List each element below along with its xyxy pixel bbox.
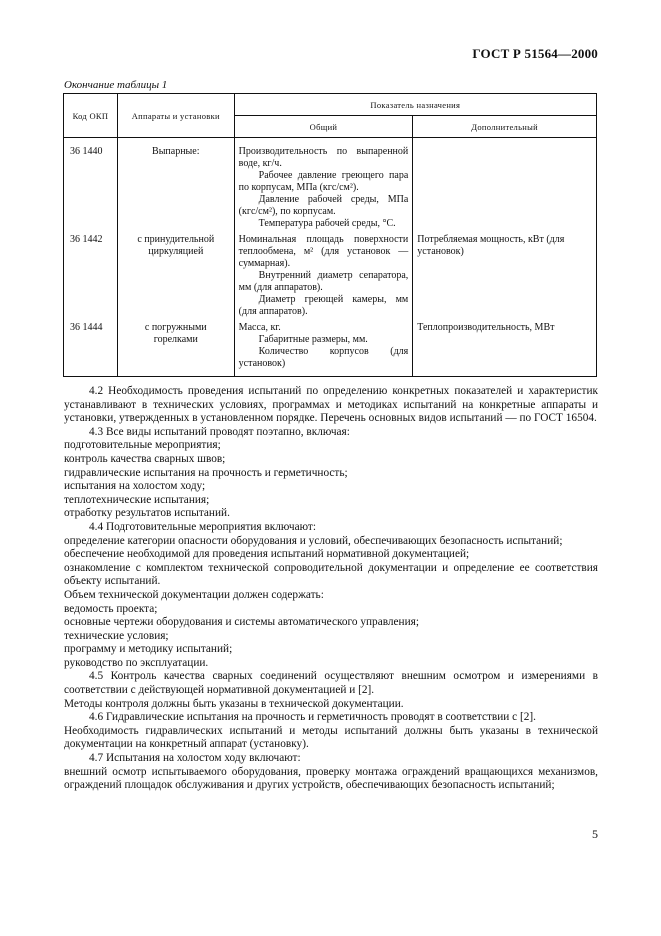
- paragraph: испытания на холостом ходу;: [64, 480, 206, 493]
- header-general: Общий: [234, 116, 413, 138]
- cell-general: [234, 318, 413, 377]
- general-line: Рабочее давление греющего пара по корпусам, МПа (кгс/см²).: [238, 170, 409, 193]
- paragraph: 4.6 Гидравлические испытания на прочность и герметичность проводят в соответствии с [2].: [89, 711, 536, 724]
- paragraph: программу и методику испытаний;: [64, 643, 233, 656]
- paragraph: определение категории опасности оборудования и условий, обеспечивающих безопасность испытаний;: [64, 534, 563, 547]
- header-indicator: Показатель назначения: [234, 94, 596, 116]
- general-line: Номинальная площадь поверхности теплообмена, м² (для установок — суммарная).: [238, 234, 409, 269]
- general-line: Температура рабочей среды, °С.: [258, 218, 396, 229]
- paragraph: Необходимость гидравлических испытаний и методы испытаний должны быть указаны в технической документации на конкретный аппарат (установку).: [64, 724, 598, 751]
- paragraph: руководство по эксплуатации.: [64, 656, 209, 669]
- cell-device: Выпарные:: [117, 138, 234, 231]
- table-caption: Окончание таблицы 1: [64, 79, 168, 91]
- general-line: Внутренний диаметр сепаратора, мм (для аппаратов).: [238, 270, 409, 293]
- cell-device: с погружными горелками: [117, 318, 234, 377]
- paragraph: 4.3 Все виды испытаний проводят поэтапно, включая:: [89, 425, 350, 438]
- cell-device: с принудительной циркуляцией: [117, 230, 234, 318]
- page-number: 5: [592, 827, 598, 841]
- cell-general: [234, 138, 413, 231]
- general-line: Количество корпусов (для установок): [238, 346, 409, 369]
- paragraph: подготовительные мероприятия;: [64, 439, 221, 452]
- paragraph: контроль качества сварных швов;: [64, 452, 226, 465]
- cell-additional: Потребляемая мощность, кВт (для установок): [413, 230, 597, 318]
- paragraph: теплотехнические испытания;: [64, 493, 210, 506]
- paragraph: ознакомление с комплектом технической сопроводительной документации и определение ее соответствия объекту испытаний.: [64, 561, 598, 588]
- header-code: Код ОКП: [64, 94, 118, 138]
- cell-general: [234, 230, 413, 318]
- general-line: Диаметр греющей камеры, мм (для аппаратов).: [238, 294, 409, 317]
- table-row: [64, 318, 597, 377]
- cell-code: 36 1440: [64, 138, 118, 231]
- paragraph: Методы контроля должны быть указаны в технической документации.: [64, 697, 404, 710]
- cell-additional: [413, 138, 597, 231]
- paragraph: 4.5 Контроль качества сварных соединений осуществляют внешним осмотром и измерениями в соответствии с действующей нормативной документацией и [2].: [64, 670, 598, 697]
- paragraph: 4.7 Испытания на холостом ходу включают:: [89, 752, 301, 765]
- table-row: [64, 230, 597, 318]
- cell-additional: Теплопроизводительность, МВт: [413, 318, 597, 377]
- specification-table: [63, 93, 597, 377]
- header-devices: Аппараты и установки: [117, 94, 234, 138]
- document-code: ГОСТ Р 51564—2000: [472, 46, 598, 61]
- paragraph: гидравлические испытания на прочность и герметичность;: [64, 466, 348, 479]
- general-line: Производительность по выпаренной воде, кг/ч.: [238, 146, 409, 169]
- paragraph: Объем технической документации должен содержать:: [64, 588, 324, 601]
- paragraph: 4.4 Подготовительные мероприятия включают:: [89, 520, 316, 533]
- header-additional: Дополнительный: [413, 116, 597, 138]
- body-text: [64, 385, 598, 793]
- table-row: [64, 138, 597, 231]
- paragraph: 4.2 Необходимость проведения испытаний по определению конкретных показателей и характеристик устанавливают в технических условиях, программах и методиках испытаний на конкретные аппараты и установки, утвержденных в установленном порядке. Перечень основных видов испытаний — по ГОСТ 16504.: [64, 385, 598, 425]
- general-line: Давление рабочей среды, МПа (кгс/см²), по корпусам.: [238, 194, 409, 217]
- paragraph: внешний осмотр испытываемого оборудования, проверку монтажа ограждений вращающихся механизмов, ограждений площадок обслуживания и других устройств, обеспечивающих безопасность испытаний;: [64, 765, 598, 792]
- paragraph: отработку результатов испытаний.: [64, 507, 230, 520]
- general-line: Масса, кг.: [238, 322, 281, 333]
- paragraph: обеспечение необходимой для проведения испытаний нормативной документацией;: [64, 548, 470, 561]
- cell-code: 36 1444: [64, 318, 118, 377]
- paragraph: технические условия;: [64, 629, 169, 642]
- paragraph: основные чертежи оборудования и системы автоматического управления;: [64, 616, 419, 629]
- paragraph: ведомость проекта;: [64, 602, 158, 615]
- general-line: Габаритные размеры, мм.: [258, 334, 368, 345]
- cell-code: 36 1442: [64, 230, 118, 318]
